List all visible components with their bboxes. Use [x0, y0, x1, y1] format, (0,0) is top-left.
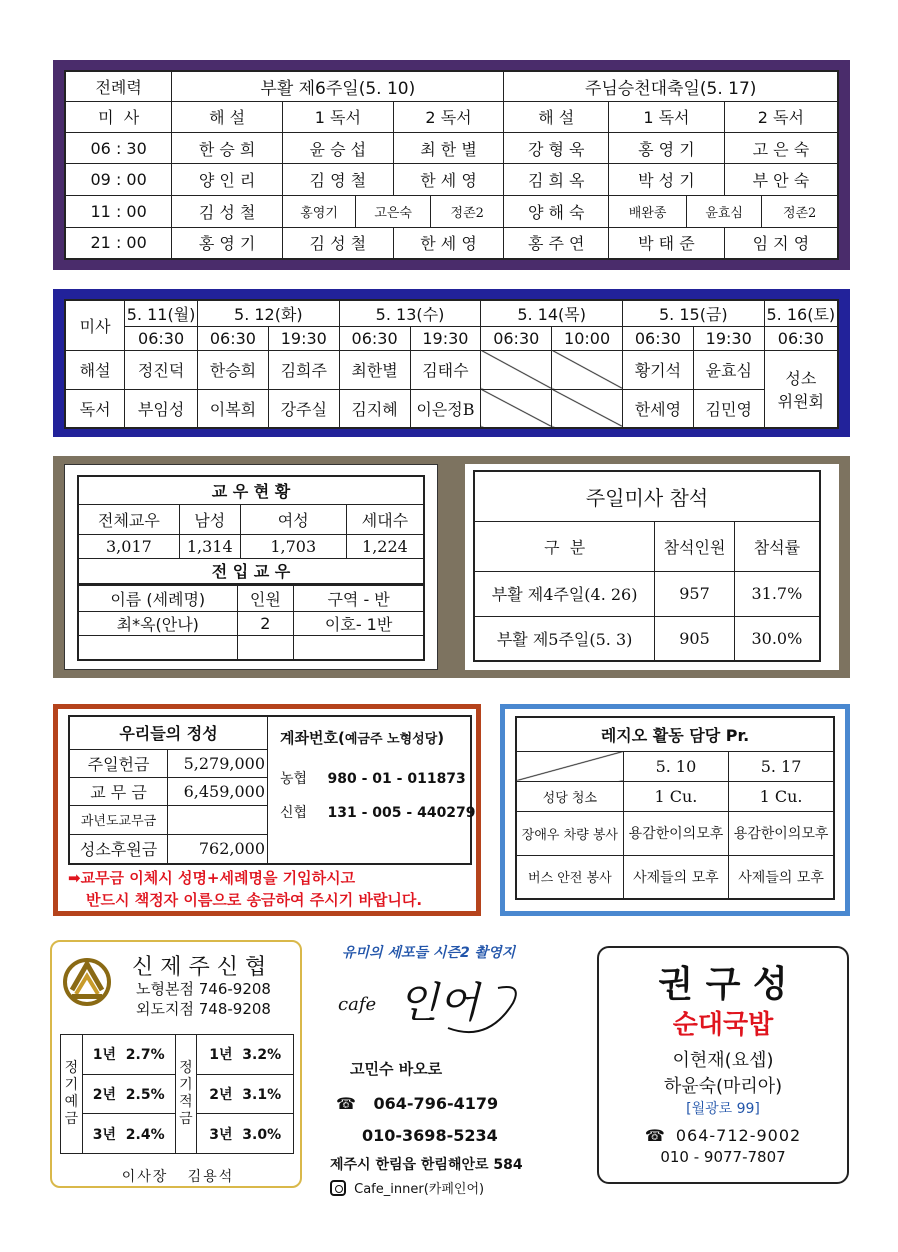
table-row: [474, 616, 820, 661]
saturday-line2: 위원회: [777, 391, 824, 411]
cafe-tel-1: 064-796-4179: [373, 1094, 499, 1113]
bank-row: [280, 768, 470, 788]
savings-rate: 2년 3.1%: [197, 1074, 294, 1114]
roster-cell: 홍 주 연: [504, 227, 609, 259]
reading-label: 독서: [65, 389, 125, 428]
cafe-swirl-icon: [338, 968, 538, 1048]
attendance-label: 부활 제5주일(5. 3): [474, 616, 655, 661]
table-row: [65, 196, 838, 228]
table-row: [516, 781, 834, 811]
empty-diagonal-cell: [481, 350, 552, 389]
weekday-cell: 한승희: [198, 350, 269, 389]
roster-cell: 정존2: [782, 205, 817, 221]
attendance-header: 참석인원: [655, 521, 735, 571]
roster-cell: 양 인 리: [172, 164, 283, 196]
time-cell: 06:30: [764, 326, 838, 350]
roster-cell: 한 세 영: [393, 227, 504, 259]
offering-value: [168, 805, 268, 834]
table-row: [65, 350, 838, 389]
stats-frame: [53, 456, 850, 678]
bank-name: 신협: [280, 805, 308, 821]
table-row: [70, 777, 268, 805]
savings-rate: 3년 3.0%: [197, 1114, 294, 1154]
offering-value: 5,279,000: [168, 749, 268, 777]
sunday-roster-table: [64, 70, 839, 260]
roster-header: 2 독서: [724, 102, 838, 133]
day-header: 5. 15(금): [622, 300, 764, 326]
savings-label: 정 기 적 금: [175, 1035, 197, 1154]
weekday-roster-frame: [53, 289, 850, 437]
day-header: 5. 11(월): [125, 300, 198, 326]
soup-tel-1-row: [599, 1126, 847, 1145]
soup-tel-1: 064-712-9002: [675, 1126, 802, 1145]
weekday-roster-table: [64, 299, 839, 429]
roster-cell: 김 성 철: [172, 196, 283, 228]
mass-time: 09 : 00: [65, 164, 172, 196]
cafe-tel-1-row: [336, 1094, 498, 1113]
roster-cell: 고은숙: [356, 196, 431, 227]
account-number: 131 - 005 - 440279: [327, 805, 476, 821]
legio-cell: 사제들의 모후: [623, 855, 728, 899]
credit-union-logo: [62, 954, 112, 1010]
weekday-cell: 최한별: [339, 350, 410, 389]
roster-cell: 홍영기: [283, 196, 356, 227]
soup-address: [월광로 99]: [686, 1101, 760, 1117]
sunday2-title: 주님승천대축일(5. 17): [504, 71, 838, 102]
members-title: 교 우 현 황: [78, 476, 424, 504]
table-row: [78, 636, 424, 660]
weekday-cell: 김지혜: [339, 389, 410, 428]
weekday-cell: 한세영: [622, 389, 693, 428]
legio-cell: 사제들의 모후: [729, 855, 834, 899]
account-info: [280, 727, 476, 822]
offering-label: 교 무 금: [70, 777, 168, 805]
legio-corner: [516, 751, 623, 781]
bank-name: 농협: [280, 771, 308, 787]
transfer-cell: 최*옥(안나): [78, 612, 237, 636]
soup-name: 권 구 성: [658, 964, 788, 1005]
roster-cell: 배완종: [609, 196, 686, 227]
attendance-header: 구 분: [474, 521, 655, 571]
cafe-logo-small: cafe: [338, 994, 377, 1015]
transfer-cell: 2: [237, 612, 294, 636]
roster-cell: 윤 승 섭: [282, 132, 393, 164]
transfer-header: 구역 - 반: [294, 586, 424, 612]
roster-cell: 윤효심: [687, 196, 762, 227]
table-row: [65, 164, 838, 196]
offering-note-2: 반드시 책정자 이름으로 송금하여 주시기 바랍니다.: [86, 891, 423, 909]
roster-cell: 김 영 철: [282, 164, 393, 196]
roster-cell: 정존2: [450, 205, 484, 221]
soup-person-1: 이현재(요셉): [672, 1050, 774, 1071]
members-header: 전체교우: [78, 504, 179, 534]
roster-header: 1 독서: [609, 102, 725, 133]
day-header: 5. 14(목): [481, 300, 623, 326]
day-header: 5. 16(토): [764, 300, 838, 326]
members-value: 1,703: [240, 534, 346, 558]
legio-date: 5. 10: [623, 751, 728, 781]
roster-cell: 최 한 별: [393, 132, 504, 164]
members-value: 3,017: [78, 534, 179, 558]
table-row: [474, 571, 820, 616]
legio-label: 버스 안전 봉사: [516, 855, 623, 899]
attendance-label: 부활 제4주일(4. 26): [474, 571, 655, 616]
cafe-insta-row: [330, 1178, 484, 1197]
roster-cell: 홍 영 기: [609, 132, 725, 164]
attendance-title: 주일미사 참석: [474, 471, 820, 521]
legio-cell: 1 Cu.: [623, 781, 728, 811]
time-cell: 19:30: [268, 326, 339, 350]
savings-rate: 1년 3.2%: [197, 1035, 294, 1075]
offering-frame: [53, 704, 481, 916]
roster-cell: 한 승 희: [172, 132, 283, 164]
deposit-rate: 2년 2.5%: [82, 1074, 175, 1114]
table-row: [516, 811, 834, 855]
mass-time: 21 : 00: [65, 227, 172, 259]
roster-cell: 고 은 숙: [724, 132, 838, 164]
table-row: [70, 834, 268, 863]
instagram-icon: [330, 1180, 346, 1196]
offering-note-1: ➡교무금 이체시 성명+세례명을 기입하시고: [68, 869, 356, 887]
legio-label: 장애우 차량 봉사: [516, 811, 623, 855]
table-row: [65, 227, 838, 259]
branch-2: 외도지점 748-9208: [136, 1000, 271, 1018]
saturday-line1: 성소: [785, 368, 817, 388]
members-card: [64, 464, 438, 670]
time-cell: 19:30: [693, 326, 764, 350]
offering-label: 성소후원금: [70, 834, 168, 863]
roster-header: 해 설: [172, 102, 283, 133]
bank-row: [280, 802, 476, 822]
table-row: [65, 389, 838, 428]
roster-header: 2 독서: [393, 102, 504, 133]
offering-label: 과년도교무금: [70, 805, 168, 834]
table-row: [61, 1035, 294, 1075]
members-header: 여성: [240, 504, 346, 534]
time-cell: 06:30: [622, 326, 693, 350]
roster-cell: 양 해 숙: [504, 196, 609, 228]
deposit-rate: 1년 2.7%: [82, 1035, 175, 1075]
attendance-card: [465, 464, 839, 670]
roster-cell: 한 세 영: [393, 164, 504, 196]
time-cell: 19:30: [410, 326, 481, 350]
roster-cell: 강 형 욱: [504, 132, 609, 164]
roster-cell: 홍 영 기: [172, 227, 283, 259]
commentary-label: 해설: [65, 350, 125, 389]
weekday-cell: 김희주: [268, 350, 339, 389]
credit-union-ad: [50, 940, 302, 1188]
sunday-roster-frame: [53, 60, 850, 270]
transfer-cell: 이호- 1반: [294, 612, 424, 636]
saturday-cell: [764, 350, 838, 428]
chairman: 이사장 김용석: [121, 1169, 235, 1185]
table-row: [70, 805, 268, 834]
liturgy-label: 전례력: [65, 71, 172, 102]
roster-cell: 박 성 기: [609, 164, 725, 196]
table-row: [70, 749, 268, 777]
deposit-label: 정 기 예 금: [61, 1035, 83, 1154]
roster-header: 1 독서: [282, 102, 393, 133]
day-header: 5. 12(화): [198, 300, 340, 326]
legio-cell: 용감한이의모후: [623, 811, 728, 855]
credit-union-name: 신 제 주 신 협: [132, 955, 267, 980]
transfer-header: 이름 (세례명): [78, 586, 237, 612]
roster-cell: 임 지 영: [724, 227, 838, 259]
soup-sub: 순대국밥: [672, 1010, 774, 1040]
time-cell: 06:30: [481, 326, 552, 350]
weekday-cell: 부임성: [125, 389, 198, 428]
roster-header: 해 설: [504, 102, 609, 133]
offering-title: 우리들의 정성: [70, 717, 268, 749]
members-header: 남성: [179, 504, 240, 534]
time-cell: 06:30: [339, 326, 410, 350]
weekday-cell: 정진덕: [125, 350, 198, 389]
cafe-logo-big: 인어: [398, 978, 480, 1027]
offering-value: 6,459,000: [168, 777, 268, 805]
offering-box: [68, 715, 476, 865]
weekday-cell: 강주실: [268, 389, 339, 428]
mass-time: 06 : 30: [65, 132, 172, 164]
weekday-cell: 이복희: [198, 389, 269, 428]
cafe-ad: [322, 940, 582, 1210]
weekday-cell: 김민영: [693, 389, 764, 428]
members-header: 세대수: [346, 504, 424, 534]
table-row: [516, 855, 834, 899]
legio-title: 레지오 활동 담당 Pr.: [516, 717, 834, 751]
offering-label: 주일헌금: [70, 749, 168, 777]
weekday-cell: 이은정B: [410, 389, 481, 428]
offering-value: 762,000: [168, 834, 268, 863]
offering-table: [70, 717, 268, 863]
cafe-address: 제주시 한림읍 한림해안로 584: [330, 1157, 523, 1173]
legio-cell: 용감한이의모후: [729, 811, 834, 855]
empty-diagonal-cell: [552, 389, 623, 428]
weekday-cell: 황기석: [622, 350, 693, 389]
roster-cell: 박 태 준: [609, 227, 725, 259]
legio-date: 5. 17: [729, 751, 834, 781]
phone-icon: ☎: [644, 1126, 665, 1145]
soup-ad: [597, 946, 849, 1184]
members-table: [77, 475, 425, 585]
roster-cell: 부 안 숙: [724, 164, 838, 196]
cafe-logo: [338, 968, 538, 1048]
empty-diagonal-cell: [481, 389, 552, 428]
transfer-header: 인원: [237, 586, 294, 612]
time-cell: 06:30: [125, 326, 198, 350]
weekday-cell: 윤효심: [693, 350, 764, 389]
phone-icon: ☎: [336, 1094, 356, 1113]
time-cell: 06:30: [198, 326, 269, 350]
mass-time: 11 : 00: [65, 196, 172, 228]
transfer-table: [77, 585, 425, 661]
legio-frame: [500, 704, 850, 916]
members-value: 1,224: [346, 534, 424, 558]
cafe-banner: 유미의 세포들 시즌2 촬영지: [342, 945, 516, 961]
attendance-count: 957: [655, 571, 735, 616]
legio-table: [515, 716, 835, 900]
attendance-rate: 30.0%: [734, 616, 820, 661]
soup-person-2: 하윤숙(마리아): [663, 1076, 783, 1097]
members-value: 1,314: [179, 534, 240, 558]
table-row: [78, 612, 424, 636]
mass-label: 미 사: [65, 102, 172, 133]
attendance-table: [473, 470, 821, 662]
table-row: [65, 132, 838, 164]
attendance-rate: 31.7%: [734, 571, 820, 616]
account-holder: 예금주 노형성당: [344, 732, 438, 747]
branch-1: 노형본점 746-9208: [136, 980, 271, 998]
roster-cell: 김 희 옥: [504, 164, 609, 196]
account-title: 계좌번호(예금주 노형성당): [280, 729, 445, 747]
cafe-insta: Cafe_inner(카페인어): [354, 1182, 485, 1197]
roster-cell: 김 성 철: [282, 227, 393, 259]
legio-cell: 1 Cu.: [729, 781, 834, 811]
soup-tel-2: 010 - 9077-7807: [660, 1148, 786, 1166]
account-number: 980 - 01 - 011873: [327, 771, 466, 787]
cafe-tel-2: 010-3698-5234: [362, 1126, 498, 1145]
day-header: 5. 13(수): [339, 300, 481, 326]
cafe-owner: 고민수 바오로: [350, 1060, 443, 1078]
rate-table: [60, 1034, 294, 1154]
legio-label: 성당 청소: [516, 781, 623, 811]
deposit-rate: 3년 2.4%: [82, 1114, 175, 1154]
weekday-cell: 김태수: [410, 350, 481, 389]
weekday-mass-label: 미사: [65, 300, 125, 350]
time-cell: 10:00: [552, 326, 623, 350]
sunday1-title: 부활 제6주일(5. 10): [172, 71, 504, 102]
attendance-header: 참석률: [734, 521, 820, 571]
transfer-title: 전 입 교 우: [78, 558, 424, 584]
attendance-count: 905: [655, 616, 735, 661]
empty-diagonal-cell: [552, 350, 623, 389]
